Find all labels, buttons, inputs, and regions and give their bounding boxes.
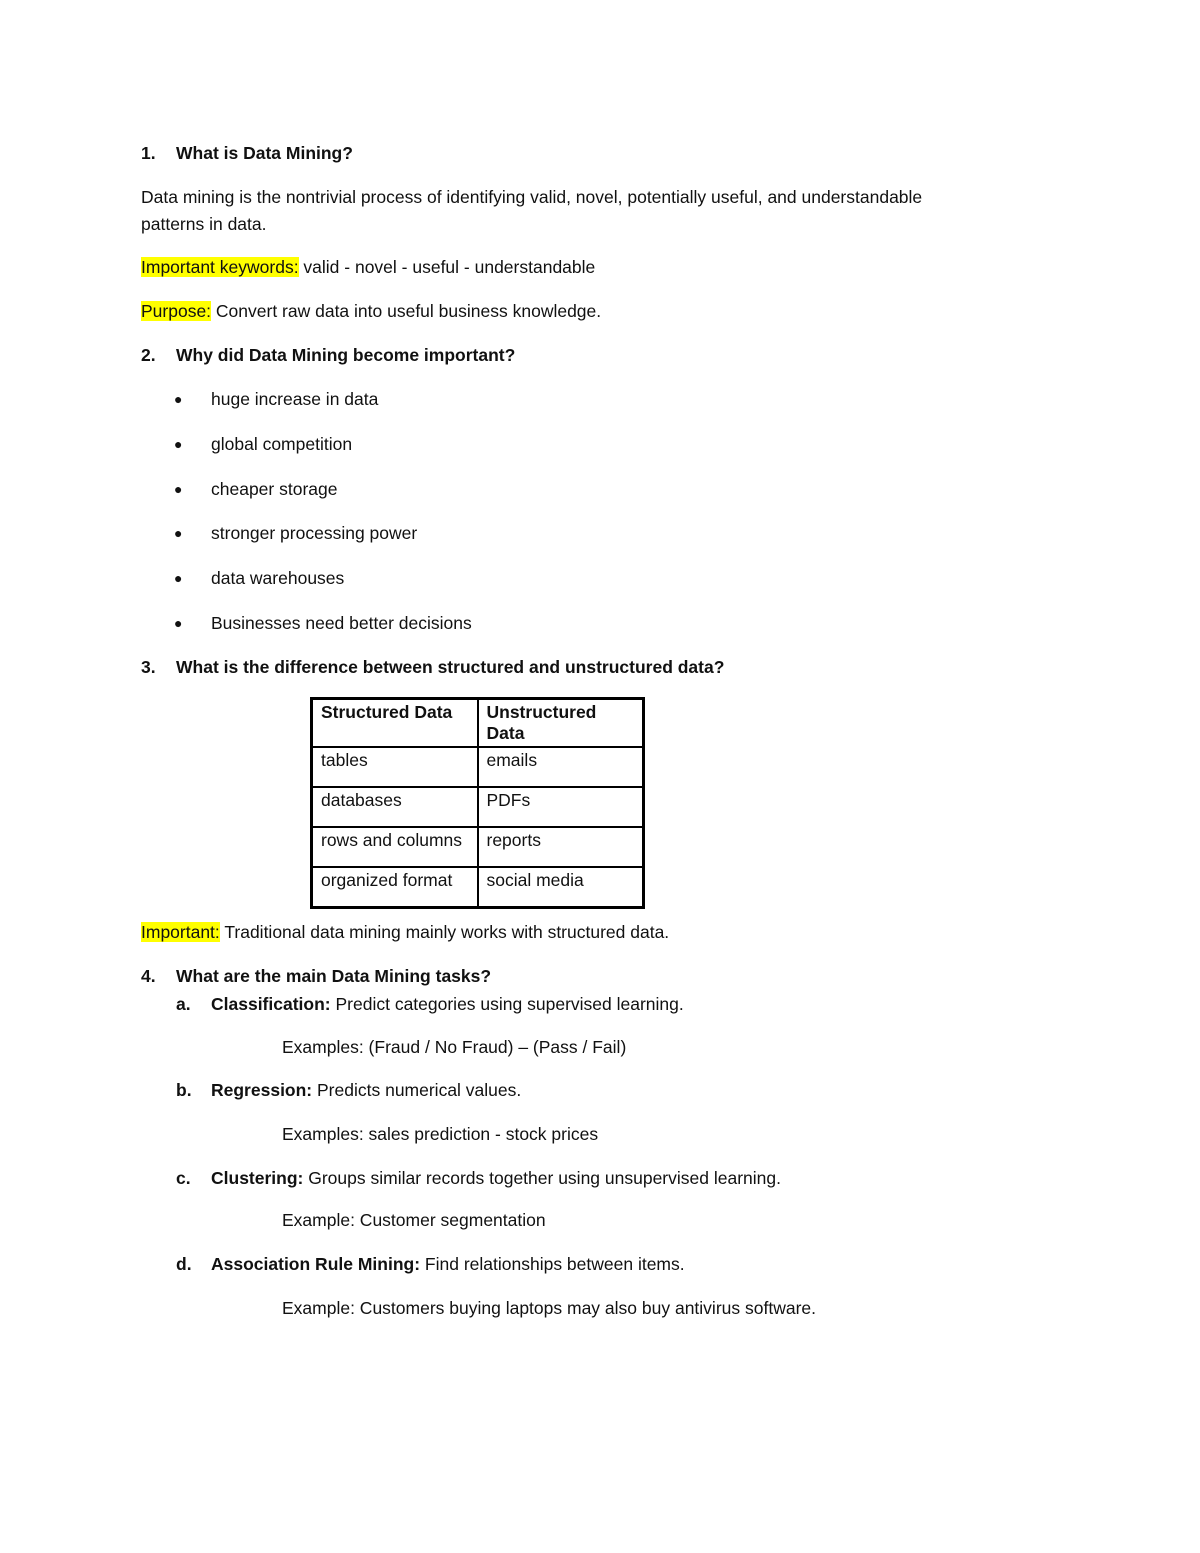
- important-highlight-label: Important:: [141, 922, 220, 942]
- task-example: Example: Customers buying laptops may also buy antivirus software.: [282, 1298, 816, 1318]
- table-header-structured: Structured Data: [312, 699, 478, 748]
- table-cell: rows and columns: [312, 827, 478, 867]
- list-item: huge increase in data: [211, 389, 379, 409]
- q3-heading: What is the difference between structured and unstructured data?: [176, 657, 725, 677]
- q4-heading: What are the main Data Mining tasks?: [176, 966, 492, 986]
- bullet-icon: ●: [174, 615, 183, 631]
- bullet-icon: ●: [174, 525, 183, 541]
- task-name: Classification:: [211, 994, 331, 1014]
- table-cell: databases: [312, 787, 478, 827]
- q2-number: 2.: [141, 345, 156, 365]
- task-description: Predict categories using supervised learning.: [330, 994, 684, 1014]
- table-row: [312, 747, 644, 787]
- table-cell: emails: [478, 747, 644, 787]
- list-item: data warehouses: [211, 568, 345, 588]
- task-letter: c.: [176, 1168, 191, 1188]
- q3-important-line: [141, 922, 669, 943]
- bullet-icon: ●: [174, 570, 183, 586]
- task-letter: b.: [176, 1080, 192, 1100]
- purpose-text: Convert raw data into useful business knowledge.: [211, 301, 602, 321]
- q1-definition-line1: Data mining is the nontrivial process of identifying valid, novel, potentially useful, and understandable: [141, 187, 923, 207]
- table-cell: social media: [478, 867, 644, 907]
- q1-keywords-line: [141, 257, 595, 278]
- task-example: Examples: sales prediction - stock prices: [282, 1124, 599, 1144]
- keywords-highlight-label: Important keywords:: [141, 257, 299, 277]
- q1-purpose-line: [141, 301, 601, 322]
- task-description: Groups similar records together using unsupervised learning.: [303, 1168, 781, 1188]
- task-line: [211, 1080, 521, 1101]
- table-cell: reports: [478, 827, 644, 867]
- q1-number: 1.: [141, 143, 156, 163]
- important-text: Traditional data mining mainly works with structured data.: [219, 922, 670, 942]
- table-cell: tables: [312, 747, 478, 787]
- purpose-highlight-label: Purpose:: [141, 301, 212, 321]
- list-item: global competition: [211, 434, 353, 454]
- task-letter: d.: [176, 1254, 192, 1274]
- task-example: Examples: (Fraud / No Fraud) – (Pass / Fail): [282, 1037, 627, 1057]
- task-example: Example: Customer segmentation: [282, 1210, 546, 1230]
- q4-number: 4.: [141, 966, 156, 986]
- task-description: Predicts numerical values.: [312, 1080, 522, 1100]
- task-line: [211, 1168, 781, 1189]
- task-letter: a.: [176, 994, 191, 1014]
- table-row: [312, 827, 644, 867]
- q1-definition-line2: patterns in data.: [141, 214, 267, 234]
- q2-heading: Why did Data Mining become important?: [176, 345, 516, 365]
- task-name: Regression:: [211, 1080, 313, 1100]
- bullet-icon: ●: [174, 436, 183, 452]
- keywords-text: valid - novel - useful - understandable: [298, 257, 596, 277]
- task-name: Association Rule Mining:: [211, 1254, 421, 1274]
- data-types-table: [310, 697, 645, 909]
- bullet-icon: ●: [174, 391, 183, 407]
- table-row: [312, 867, 644, 907]
- table-header-row: [312, 699, 644, 748]
- task-line: [211, 1254, 685, 1275]
- task-name: Clustering:: [211, 1168, 304, 1188]
- list-item: Businesses need better decisions: [211, 613, 472, 633]
- table-row: [312, 787, 644, 827]
- q1-heading: What is Data Mining?: [176, 143, 353, 163]
- task-line: [211, 994, 684, 1015]
- list-item: cheaper storage: [211, 479, 338, 499]
- list-item: stronger processing power: [211, 523, 418, 543]
- q3-number: 3.: [141, 657, 156, 677]
- bullet-icon: ●: [174, 481, 183, 497]
- task-description: Find relationships between items.: [420, 1254, 685, 1274]
- table-cell: PDFs: [478, 787, 644, 827]
- table-cell: organized format: [312, 867, 478, 907]
- table-header-unstructured: Unstructured Data: [478, 699, 644, 748]
